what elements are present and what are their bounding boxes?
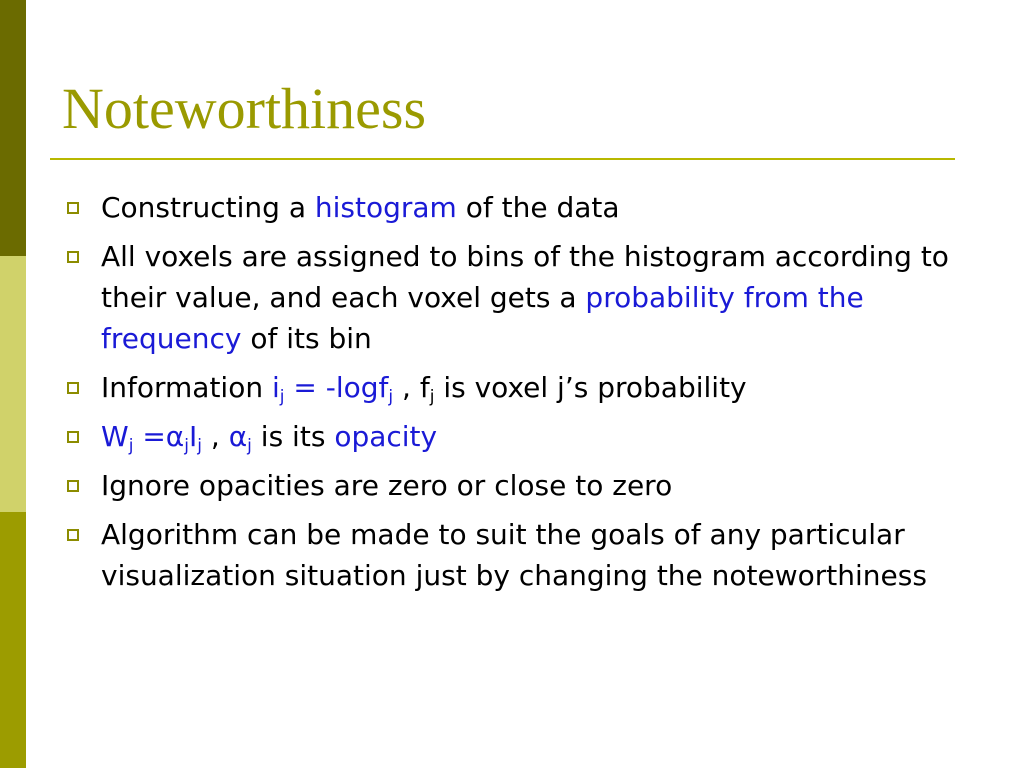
bullet-item-histogram: [62, 187, 972, 228]
bullet-text: , f: [393, 371, 430, 404]
sidebar-decoration: [0, 0, 26, 768]
bullet-text: is its: [251, 420, 335, 453]
formula-subscript: j: [388, 387, 394, 407]
bullet-list: [62, 187, 972, 604]
square-bullet-icon: [67, 431, 79, 443]
bullet-text: of its bin: [241, 322, 372, 355]
bullet-item-information: [62, 367, 972, 408]
bullet-text: is voxel j’s probability: [434, 371, 747, 404]
title-divider: [50, 158, 955, 160]
bullet-text: Ignore opacities are zero or close to zero: [101, 469, 673, 502]
square-bullet-icon: [67, 529, 79, 541]
formula-part: =α: [133, 420, 185, 453]
bullet-text: ,: [201, 420, 229, 453]
bullet-text: Information: [101, 371, 272, 404]
square-bullet-icon: [67, 480, 79, 492]
bullet-text: Algorithm can be made to suit the goals of any particular visualization situation just by changing the noteworthiness: [101, 518, 927, 592]
bullet-item-algorithm: [62, 514, 972, 596]
square-bullet-icon: [67, 382, 79, 394]
bullet-item-weight: [62, 416, 972, 457]
bullet-text: Constructing a: [101, 191, 315, 224]
formula-subscript: j: [247, 436, 252, 456]
formula-subscript: j: [128, 436, 134, 456]
formula-subscript: j: [197, 436, 202, 456]
sidebar-middle-segment: [0, 256, 26, 512]
square-bullet-icon: [67, 251, 79, 263]
highlight-term: histogram: [314, 191, 457, 224]
formula-part: I: [188, 420, 198, 453]
bullet-text: of the data: [456, 191, 620, 224]
formula-part: = -logf: [284, 371, 389, 404]
formula-part: W: [101, 420, 129, 453]
highlight-term: opacity: [334, 420, 438, 453]
bullet-item-ignore: [62, 465, 972, 506]
formula-subscript: j: [184, 436, 189, 456]
formula-subscript: j: [279, 387, 285, 407]
highlight-term: probability from the frequency: [101, 281, 864, 355]
bullet-text: All voxels are assigned to bins of the histogram according to their value, and each voxel gets a: [101, 240, 949, 314]
formula-subscript: j: [429, 387, 435, 407]
formula-part: i: [271, 371, 280, 404]
bullet-item-voxels: [62, 236, 972, 359]
sidebar-bottom-segment: [0, 512, 26, 768]
formula-part: α: [228, 420, 248, 453]
sidebar-top-segment: [0, 0, 26, 256]
square-bullet-icon: [67, 202, 79, 214]
slide-title: Noteworthiness: [62, 76, 427, 141]
